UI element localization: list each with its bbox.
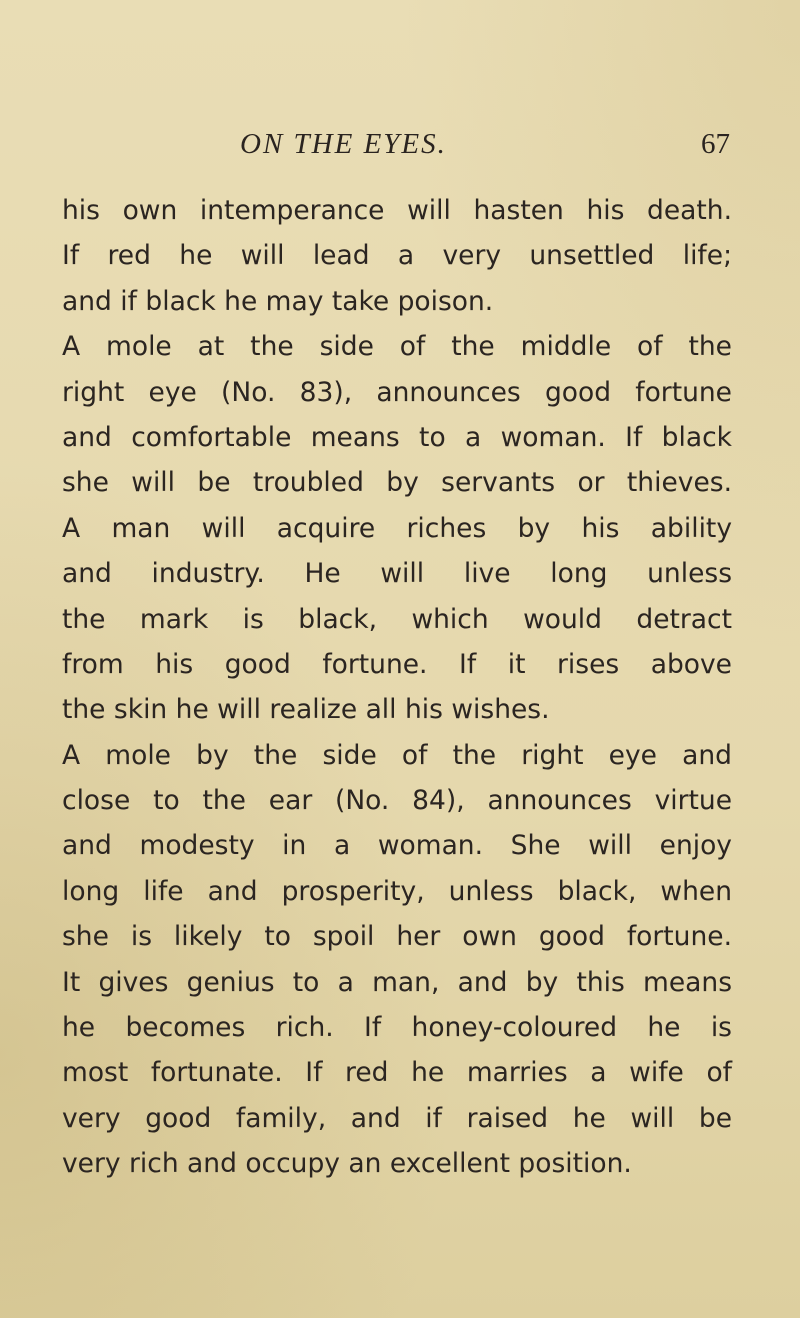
paragraph-start-line: A mole by the side of the right eye and bbox=[62, 739, 732, 771]
running-title: ON THE EYES. bbox=[240, 128, 447, 160]
text-line: long life and prosperity, unless black, when bbox=[62, 875, 732, 907]
text-line: the skin he will realize all his wishes. bbox=[62, 694, 550, 726]
text-line: the mark is black, which would detract bbox=[62, 603, 732, 635]
running-head bbox=[62, 128, 730, 172]
text-line: It gives genius to a man, and by this means bbox=[62, 966, 732, 998]
text-line: he becomes rich. If honey-coloured he is bbox=[62, 1012, 732, 1044]
text-line: his own intemperance will hasten his death. bbox=[62, 195, 732, 226]
text-line: most fortunate. If red he marries a wife of bbox=[62, 1057, 732, 1089]
text-line: and industry. He will live long unless bbox=[62, 558, 732, 590]
text-line: and comfortable means to a woman. If black bbox=[62, 421, 732, 453]
text-line: she is likely to spoil her own good fortune. bbox=[62, 921, 732, 953]
text-line: A man will acquire riches by his ability bbox=[62, 512, 732, 544]
paragraph-start-line: A mole at the side of the middle of the bbox=[62, 331, 732, 363]
text-line: If red he will lead a very unsettled life; bbox=[62, 240, 732, 272]
text-line: very good family, and if raised he will be bbox=[62, 1102, 732, 1134]
text-line: and if black he may take poison. bbox=[62, 285, 494, 317]
text-line: she will be troubled by servants or thieves. bbox=[62, 467, 732, 499]
body-text bbox=[62, 188, 732, 1187]
text-line: from his good fortune. If it rises above bbox=[62, 648, 732, 680]
text-line: close to the ear (No. 84), announces virtue bbox=[62, 785, 732, 817]
page-number: 67 bbox=[701, 128, 730, 160]
text-line: very rich and occupy an excellent position. bbox=[62, 1148, 632, 1180]
text-line: and modesty in a woman. She will enjoy bbox=[62, 830, 732, 862]
text-line: right eye (No. 83), announces good fortune bbox=[62, 376, 732, 408]
